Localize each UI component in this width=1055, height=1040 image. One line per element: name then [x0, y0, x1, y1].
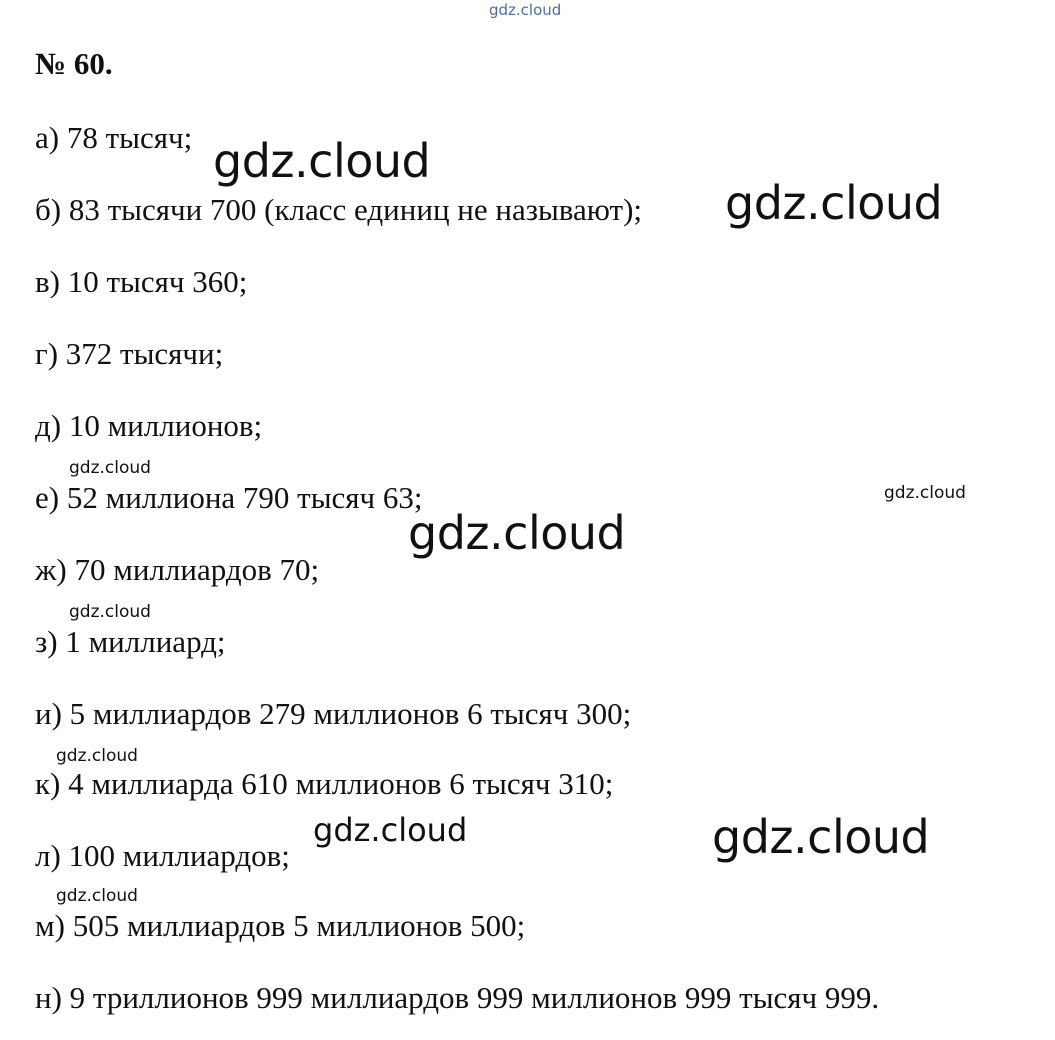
watermark: gdz.cloud [408, 506, 626, 560]
answer-item-g: г) 372 тысячи; [35, 336, 224, 371]
watermark: gdz.cloud [69, 458, 151, 478]
answer-item-d: д) 10 миллионов; [35, 408, 263, 443]
watermark: gdz.cloud [56, 746, 138, 766]
header-watermark: gdz.cloud [489, 1, 562, 19]
watermark: gdz.cloud [313, 811, 468, 849]
answer-item-n: н) 9 триллионов 999 миллиардов 999 миллионов 999 тысяч 999. [35, 980, 880, 1015]
watermark: gdz.cloud [884, 483, 966, 503]
answer-item-v: в) 10 тысяч 360; [35, 264, 248, 299]
watermark: gdz.cloud [69, 602, 151, 622]
answer-item-i: и) 5 миллиардов 279 миллионов 6 тысяч 300; [35, 696, 632, 731]
answer-item-e: е) 52 миллиона 790 тысяч 63; [35, 480, 423, 515]
answer-item-k: к) 4 миллиарда 610 миллионов 6 тысяч 310; [35, 766, 614, 801]
watermark: gdz.cloud [213, 134, 431, 188]
watermark: gdz.cloud [712, 810, 930, 864]
answer-item-m: м) 505 миллиардов 5 миллионов 500; [35, 908, 526, 943]
answer-item-l: л) 100 миллиардов; [35, 838, 290, 873]
answer-item-z: з) 1 миллиард; [35, 624, 226, 659]
exercise-title: № 60. [35, 46, 113, 81]
answer-item-a: а) 78 тысяч; [35, 120, 193, 155]
answer-item-zh: ж) 70 миллиардов 70; [35, 552, 320, 587]
watermark: gdz.cloud [725, 176, 943, 230]
answer-item-b: б) 83 тысячи 700 (класс единиц не называют); [35, 192, 643, 227]
watermark: gdz.cloud [56, 886, 138, 906]
